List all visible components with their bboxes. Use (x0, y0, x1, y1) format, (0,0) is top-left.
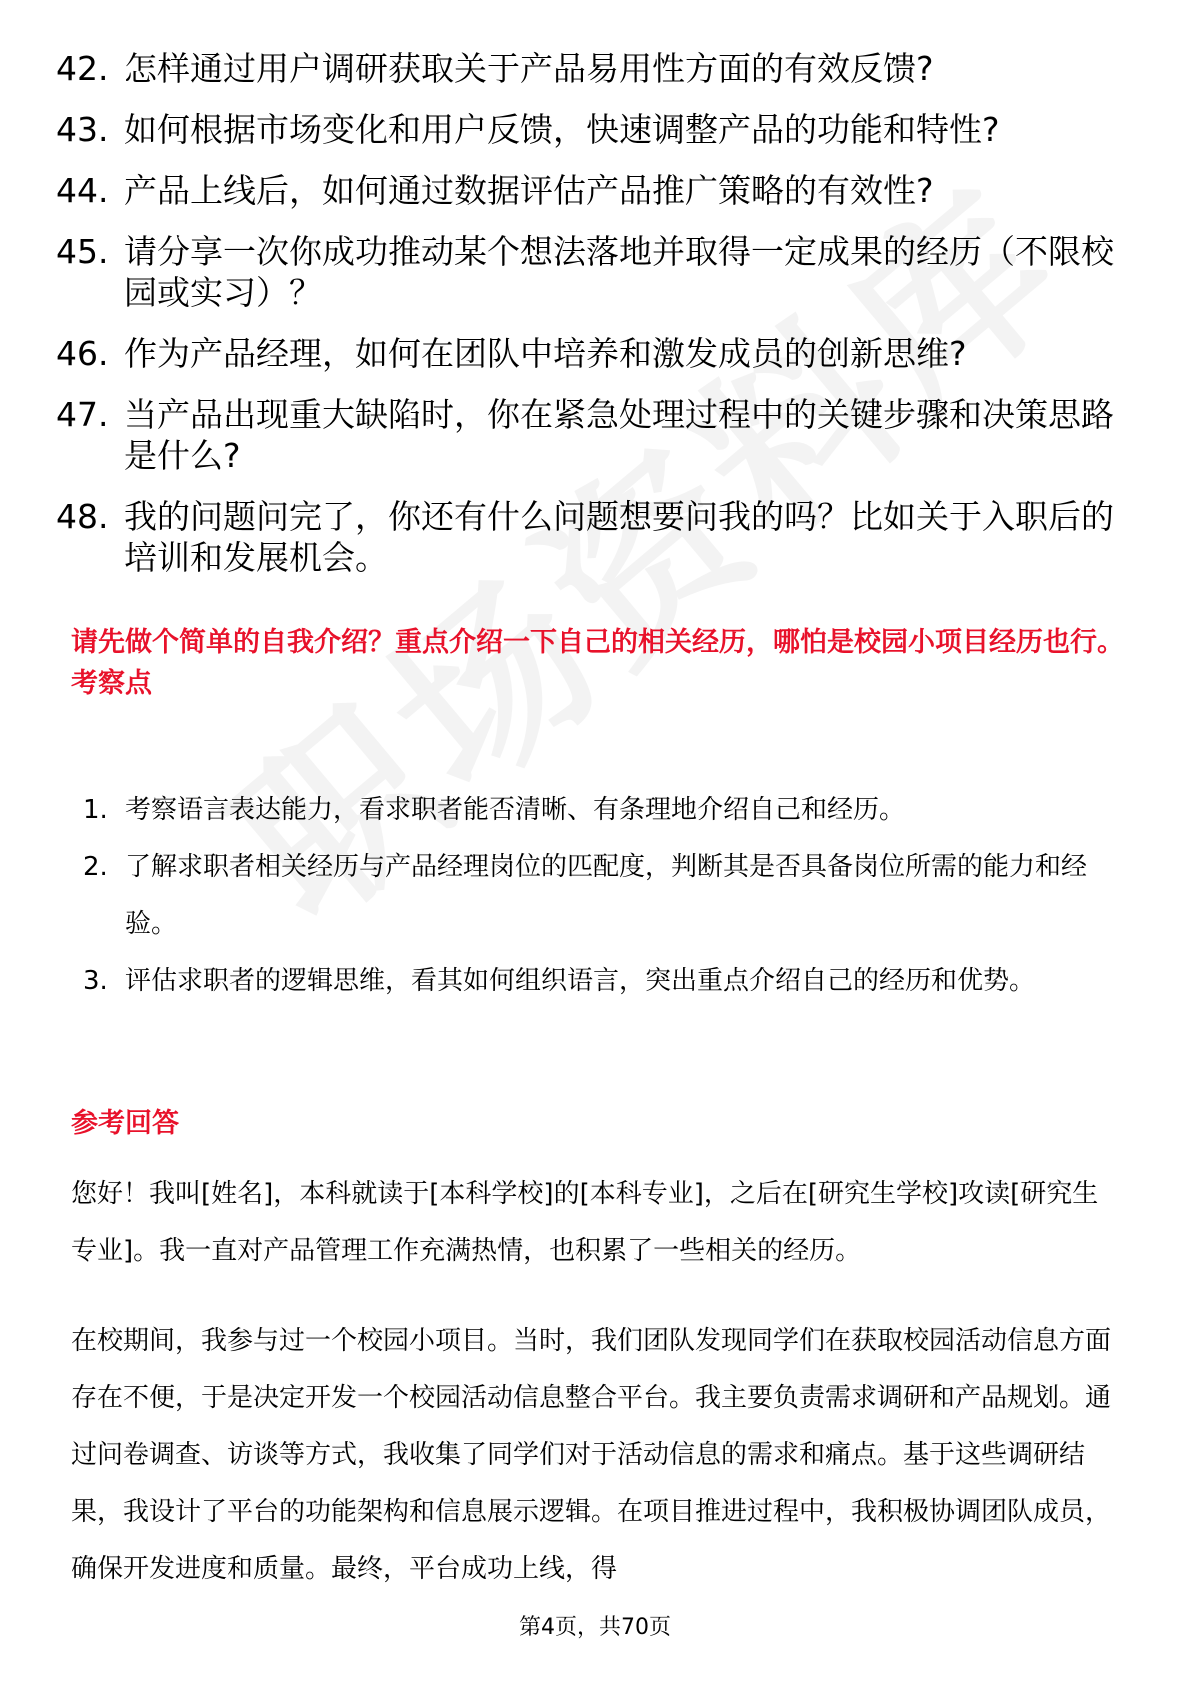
question-item (56, 333, 1126, 374)
answer-paragraph: 您好！我叫[姓名]，本科就读于[本科学校]的[本科专业]，之后在[研究生学校]攻读[研究生专业]。我一直对产品管理工作充满热情，也积累了一些相关的经历。 (71, 1179, 1099, 1266)
kaocha-item (83, 839, 1123, 953)
section-headline: 请先做个简单的自我介绍？重点介绍一下自己的相关经历，哪怕是校园小项目经历也行。 (71, 627, 1124, 658)
question-item (56, 496, 1126, 578)
question-text: 当产品出现重大缺陷时，你在紧急处理过程中的关键步骤和决策思路是什么? (124, 395, 1114, 475)
answer-title: 参考回答 (71, 1108, 179, 1139)
kaocha-item (83, 782, 1123, 839)
kaocha-text: 评估求职者的逻辑思维，看其如何组织语言，突出重点介绍自己的经历和优势。 (125, 966, 1036, 996)
question-text: 怎样通过用户调研获取关于产品易用性方面的有效反馈? (124, 49, 934, 88)
question-number: 48. (56, 497, 109, 536)
question-item (56, 394, 1126, 476)
kaocha-number: 1. (83, 795, 108, 825)
kaocha-text: 考察语言表达能力，看求职者能否清晰、有条理地介绍自己和经历。 (125, 795, 906, 825)
question-text: 产品上线后，如何通过数据评估产品推广策略的有效性? (124, 171, 934, 210)
page-footer: 第4页，共70页 (519, 1615, 671, 1640)
question-item (56, 231, 1126, 313)
question-item (56, 109, 1126, 150)
question-number: 46. (56, 334, 109, 373)
question-number: 44. (56, 171, 109, 210)
kaocha-list (83, 782, 1123, 1010)
question-text: 作为产品经理，如何在团队中培养和激发成员的创新思维? (124, 334, 967, 373)
answer-paragraph: 在校期间，我参与过一个校园小项目。当时，我们团队发现同学们在获取校园活动信息方面存在不便，于是决定开发一个校园活动信息整合平台。我主要负责需求调研和产品规划。通过问卷调查、访谈等方式，我收集了同学们对于活动信息的需求和痛点。基于这些调研结果，我设计了平台的功能架构和信息展示逻辑。在项目推进过程中，我积极协调团队成员，确保开发进度和质量。最终，平台成功上线，得 (71, 1326, 1112, 1584)
question-text: 我的问题问完了，你还有什么问题想要问我的吗？比如关于入职后的培训和发展机会。 (124, 497, 1114, 577)
question-number: 45. (56, 232, 109, 271)
question-number: 42. (56, 49, 109, 88)
kaocha-number: 3. (83, 966, 108, 996)
question-number: 47. (56, 395, 109, 434)
kaocha-item (83, 953, 1123, 1010)
kaocha-number: 2. (83, 852, 108, 882)
kaocha-text: 了解求职者相关经历与产品经理岗位的匹配度，判断其是否具备岗位所需的能力和经验。 (125, 852, 1088, 939)
question-list (56, 48, 1126, 598)
question-text: 请分享一次你成功推动某个想法落地并取得一定成果的经历（不限校园或实习）？ (124, 232, 1114, 312)
question-item (56, 48, 1126, 89)
kaocha-title: 考察点 (71, 668, 152, 699)
question-number: 43. (56, 110, 109, 149)
question-text: 如何根据市场变化和用户反馈，快速调整产品的功能和特性? (124, 110, 1000, 149)
question-item (56, 170, 1126, 211)
